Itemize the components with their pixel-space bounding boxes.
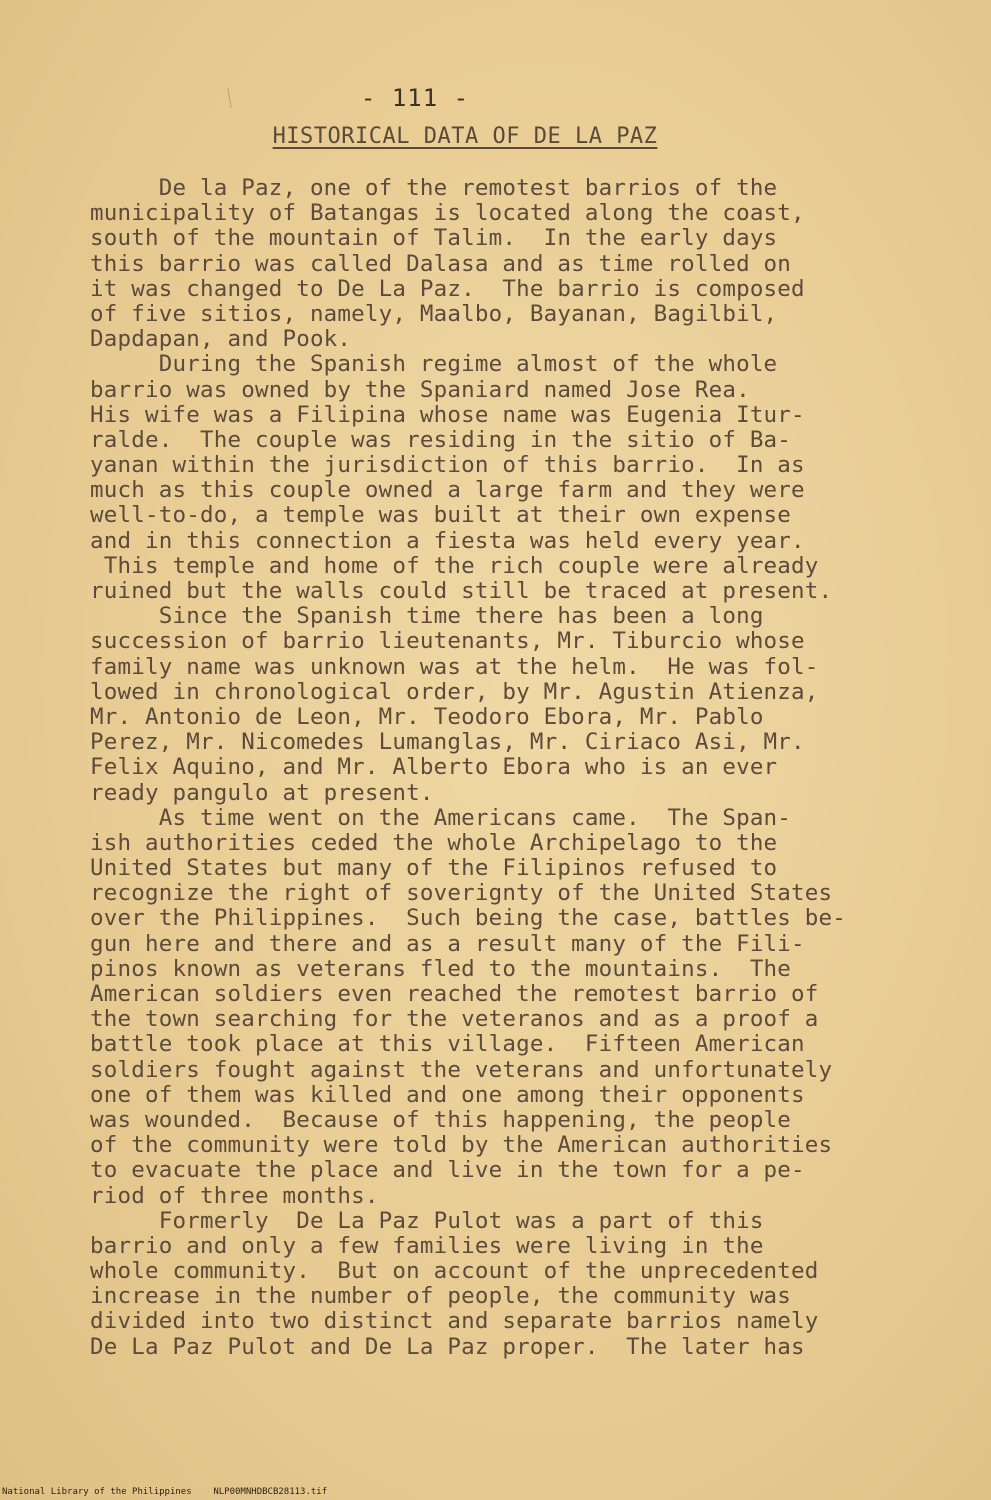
text-line: family name was unknown was at the helm. He was fol- bbox=[90, 653, 819, 680]
text-line: increase in the number of people, the community was bbox=[90, 1283, 792, 1310]
text-line: This temple and home of the rich couple were already bbox=[90, 552, 819, 579]
text-line: over the Philippines. Such being the case, battles be- bbox=[90, 905, 847, 932]
text-line: of five sitios, namely, Maalbo, Bayanan, Bagilbil, bbox=[90, 300, 778, 327]
text-line: ralde. The couple was residing in the sitio of Ba- bbox=[90, 426, 792, 453]
page-number: - 111 - bbox=[360, 84, 470, 112]
text-line: to evacuate the place and live in the town for a pe- bbox=[90, 1157, 805, 1184]
text-line: American soldiers even reached the remotest barrio of bbox=[90, 981, 819, 1007]
text-line: Mr. Antonio de Leon, Mr. Teodoro Ebora, Mr. Pablo bbox=[90, 703, 764, 730]
text-line: yanan within the jurisdiction of this barrio. In as bbox=[90, 452, 805, 479]
text-line: this barrio was called Dalasa and as time rolled on bbox=[90, 250, 792, 277]
text-line: the town searching for the veteranos and as a proof a bbox=[90, 1006, 819, 1033]
text-line: barrio was owned by the Spaniard named Jose Rea. bbox=[90, 376, 750, 403]
text-line: well-to-do, a temple was built at their own expense bbox=[90, 502, 792, 529]
document-title: HISTORICAL DATA OF DE LA PAZ bbox=[272, 124, 658, 149]
text-line: riod of three months. bbox=[90, 1182, 379, 1209]
text-line: Perez, Mr. Nicomedes Lumanglas, Mr. Ciriaco Asi, Mr. bbox=[90, 729, 805, 756]
text-line: and in this connection a fiesta was held every year. bbox=[90, 527, 805, 554]
text-line: Dapdapan, and Pook. bbox=[90, 326, 352, 353]
text-line: Formerly De La Paz Pulot was a part of this bbox=[90, 1207, 764, 1234]
text-line: gun here and there and as a result many of the Fili- bbox=[90, 930, 805, 957]
text-line: pinos known as veterans fled to the mountains. The bbox=[90, 955, 792, 982]
text-line: south of the mountain of Talim. In the early days bbox=[90, 225, 778, 252]
text-line: it was changed to De La Paz. The barrio is composed bbox=[90, 275, 805, 302]
text-line: was wounded. Because of this happening, the people bbox=[90, 1106, 792, 1133]
text-line: ish authorities ceded the whole Archipelago to the bbox=[90, 829, 778, 856]
text-line: municipality of Batangas is located along the coast, bbox=[90, 200, 805, 227]
body-text bbox=[90, 176, 910, 1360]
footer-library: National Library of the Philippines bbox=[2, 1487, 192, 1497]
text-line: His wife was a Filipina whose name was Eugenia Itur- bbox=[90, 401, 805, 428]
text-line: recognize the right of soverignty of the United States bbox=[90, 880, 833, 907]
text-line: ruined but the walls could still be traced at present. bbox=[90, 578, 833, 604]
text-line: divided into two distinct and separate barrios namely bbox=[90, 1308, 819, 1335]
text-line: During the Spanish regime almost of the whole bbox=[90, 351, 778, 378]
footer-file-id: NLP00MNHDBCB28113.tif bbox=[213, 1487, 328, 1497]
text-line: United States but many of the Filipinos refused to bbox=[90, 855, 778, 882]
text-line: much as this couple owned a large farm and they were bbox=[90, 477, 805, 504]
footer bbox=[2, 1487, 327, 1497]
text-line: barrio and only a few families were living in the bbox=[90, 1232, 764, 1259]
text-line: whole community. But on account of the unprecedented bbox=[90, 1258, 819, 1285]
text-line: succession of barrio lieutenants, Mr. Tiburcio whose bbox=[90, 628, 805, 655]
text-line: ready pangulo at present. bbox=[90, 779, 434, 806]
text-line: lowed in chronological order, by Mr. Agustin Atienza, bbox=[90, 678, 819, 705]
text-line: Felix Aquino, and Mr. Alberto Ebora who is an ever bbox=[90, 754, 778, 781]
text-line: battle took place at this village. Fifteen American bbox=[90, 1031, 805, 1058]
text-line: As time went on the Americans came. The Span- bbox=[90, 804, 792, 831]
text-line: Since the Spanish time there has been a long bbox=[90, 603, 764, 630]
text-line: soldiers fought against the veterans and unfortunately bbox=[90, 1056, 833, 1083]
text-line: De La Paz Pulot and De La Paz proper. The later has bbox=[90, 1333, 805, 1360]
text-line: one of them was killed and one among their opponents bbox=[90, 1081, 805, 1108]
text-line: De la Paz, one of the remotest barrios of the bbox=[90, 175, 778, 201]
text-line: of the community were told by the American authorities bbox=[90, 1132, 833, 1159]
